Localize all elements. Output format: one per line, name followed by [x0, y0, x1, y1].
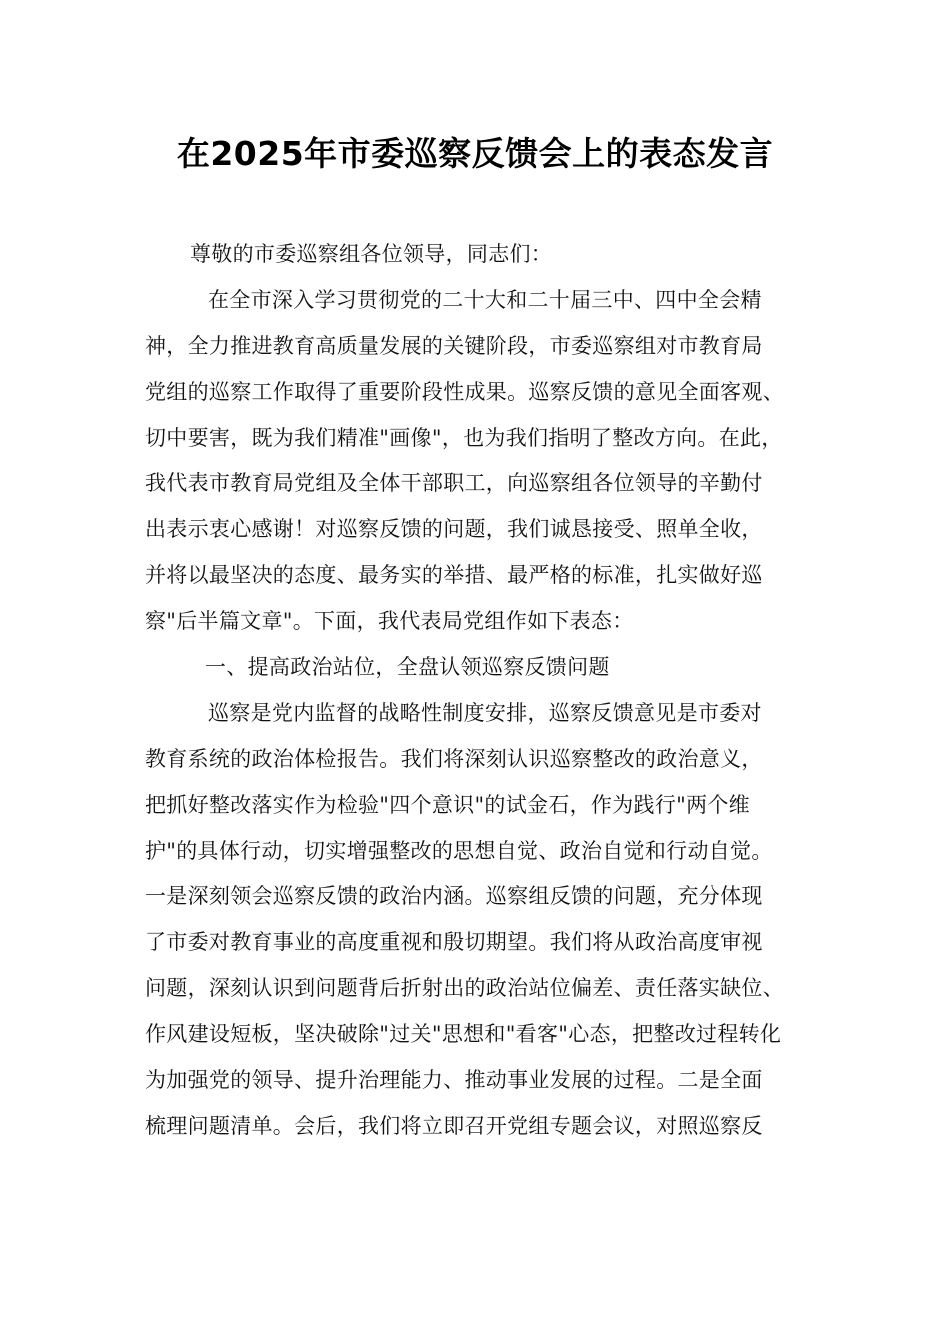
paragraph-line: 在全市深入学习贯彻党的二十大和二十届三中、四中全会精	[208, 287, 762, 312]
paragraph-line: 问题，深刻认识到问题背后折射出的政治站位偏差、责任落实缺位、	[145, 976, 784, 1001]
paragraph-line: 巡察是党内监督的战略性制度安排，巡察反馈意见是市委对	[208, 700, 762, 725]
paragraph-line: 把抓好整改落实作为检验"四个意识"的试金石，作为践行"两个维	[145, 792, 750, 817]
paragraph-1	[145, 278, 815, 645]
paragraph-line: 我代表市教育局党组及全体干部职工，向巡察组各位领导的辛勤付	[145, 471, 763, 496]
paragraph-line: 作风建设短板，坚决破除"过关"思想和"看客"心态，把整改过程转化	[145, 1022, 782, 1047]
salutation: 尊敬的市委巡察组各位领导，同志们：	[190, 242, 553, 266]
paragraph-line: 教育系统的政治体检报告。我们将深刻认识巡察整改的政治意义，	[145, 746, 763, 771]
paragraph-line: 梳理问题清单。会后，我们将立即召开党组专题会议，对照巡察反	[145, 1113, 763, 1138]
paragraph-line: 护"的具体行动，切实增强整改的思想自觉、政治自觉和行动自觉。	[145, 838, 773, 863]
paragraph-line: 党组的巡察工作取得了重要阶段性成果。巡察反馈的意见全面客观、	[145, 379, 784, 404]
paragraph-line: 察"后半篇文章"。下面，我代表局党组作如下表态：	[145, 609, 634, 634]
paragraph-line: 切中要害，既为我们精准"画像"，也为我们指明了整改方向。在此，	[145, 425, 783, 450]
paragraph-2	[145, 691, 815, 1150]
section-heading-1: 一、提高政治站位，全盘认领巡察反馈问题	[205, 655, 610, 680]
paragraph-line: 一是深刻领会巡察反馈的政治内涵。巡察组反馈的问题，充分体现	[145, 884, 763, 909]
paragraph-line: 神，全力推进教育高质量发展的关键阶段，市委巡察组对市教育局	[145, 333, 763, 358]
paragraph-line: 出表示衷心感谢！对巡察反馈的问题，我们诚恳接受、照单全收，	[145, 517, 763, 542]
paragraph-line: 并将以最坚决的态度、最务实的举措、最严格的标准，扎实做好巡	[145, 563, 763, 588]
paragraph-line: 了市委对教育事业的高度重视和殷切期望。我们将从政治高度审视	[145, 930, 763, 955]
paragraph-line: 为加强党的领导、提升治理能力、推动事业发展的过程。二是全面	[145, 1068, 763, 1093]
document-body	[145, 232, 815, 1150]
document-title: 在2025年市委巡察反馈会上的表态发言	[176, 134, 774, 173]
